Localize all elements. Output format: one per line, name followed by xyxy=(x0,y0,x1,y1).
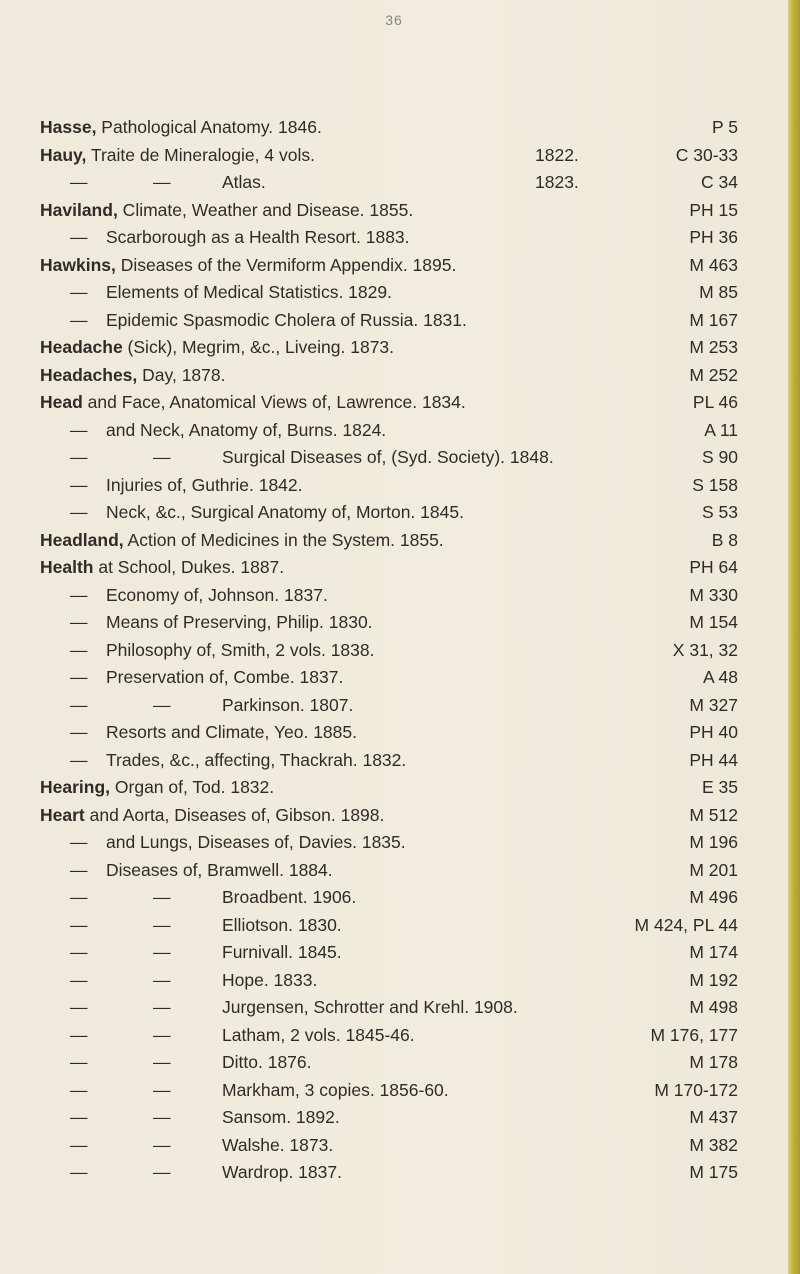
shelf-reference: S 158 xyxy=(692,474,738,495)
entry-title xyxy=(222,1104,340,1132)
entry-title xyxy=(40,554,284,582)
entry-title xyxy=(106,609,373,637)
ditto-dash: — xyxy=(153,694,171,715)
entry-text: Action of Medicines in the System. 1855. xyxy=(123,529,444,550)
entry-text: and Lungs, Diseases of, Davies. 1835. xyxy=(106,832,406,852)
entry-text: (Sick), Megrim, &c., Liveing. 1873. xyxy=(122,337,395,357)
catalogue-entry xyxy=(0,939,788,967)
entry-title xyxy=(40,362,225,390)
shelf-reference: M 498 xyxy=(689,997,738,1017)
ditto-dash: — xyxy=(70,749,88,770)
entry-text: Resorts and Climate, Yeo. 1885. xyxy=(106,722,357,742)
catalogue-entry xyxy=(0,829,788,857)
shelf-reference: S 53 xyxy=(702,502,738,522)
catalogue-entry xyxy=(0,1104,788,1132)
ditto-dash: — xyxy=(153,447,171,467)
entry-title xyxy=(222,692,353,720)
entry-title xyxy=(222,884,356,912)
entry-title xyxy=(40,389,466,417)
entry-title xyxy=(106,279,392,307)
entry-title xyxy=(106,664,343,692)
shelf-reference: M 382 xyxy=(689,1134,738,1155)
shelf-reference: E 35 xyxy=(702,777,738,797)
shelf-reference: M 330 xyxy=(689,584,738,605)
entry-text: at School, Dukes. 1887. xyxy=(93,557,285,577)
entry-title xyxy=(106,582,328,610)
entry-text: Traite de Mineralogie, 4 vols. xyxy=(86,144,315,165)
ditto-dash: — xyxy=(153,942,171,962)
entry-title xyxy=(106,829,406,857)
catalogue-entry xyxy=(0,114,788,142)
entry-title xyxy=(106,637,374,665)
ditto-dash: — xyxy=(153,1162,171,1182)
ditto-dash: — xyxy=(70,969,88,990)
shelf-reference: M 196 xyxy=(689,832,738,852)
entry-text: Neck, &c., Surgical Anatomy of, Morton. 1845. xyxy=(106,502,464,522)
catalogue-entry xyxy=(0,417,788,445)
catalogue-entry xyxy=(0,142,788,170)
entry-title xyxy=(222,1022,415,1050)
shelf-reference: PH 15 xyxy=(689,199,738,220)
entry-text: Pathological Anatomy. 1846. xyxy=(96,117,322,137)
entry-heading: Hauy, xyxy=(40,144,87,165)
ditto-dash: — xyxy=(70,309,88,330)
shelf-reference: P 5 xyxy=(712,117,738,137)
entry-heading: Heart xyxy=(40,804,85,825)
entry-text: Parkinson. 1807. xyxy=(222,694,354,715)
catalogue-entry xyxy=(0,389,788,417)
catalogue-entry xyxy=(0,169,788,197)
entry-heading: Haviland, xyxy=(40,199,118,220)
entry-title xyxy=(106,417,386,445)
shelf-reference: M 178 xyxy=(689,1052,738,1072)
ditto-dash: — xyxy=(153,969,171,990)
catalogue-entry xyxy=(0,637,788,665)
entry-text: Sansom. 1892. xyxy=(222,1107,340,1127)
ditto-dash: — xyxy=(153,1134,171,1155)
ditto-dash: — xyxy=(70,1052,88,1072)
entry-text: and Face, Anatomical Views of, Lawrence. 1834. xyxy=(82,392,466,412)
entry-text: Ditto. 1876. xyxy=(222,1052,312,1072)
shelf-reference: PL 46 xyxy=(692,392,738,412)
catalogue-entry xyxy=(0,334,788,362)
catalogue-entry xyxy=(0,802,788,830)
shelf-reference: M 496 xyxy=(689,887,738,907)
catalogue-entry xyxy=(0,1049,788,1077)
shelf-reference: M 512 xyxy=(689,804,738,825)
entry-text: Walshe. 1873. xyxy=(222,1134,334,1155)
ditto-dash: — xyxy=(70,282,88,302)
shelf-reference: M 463 xyxy=(689,254,738,275)
ditto-dash: — xyxy=(70,612,88,632)
ditto-dash: — xyxy=(153,1024,171,1045)
shelf-reference: M 201 xyxy=(689,859,738,880)
entry-text: Latham, 2 vols. 1845-46. xyxy=(222,1024,415,1045)
page-edge xyxy=(788,0,800,1274)
catalogue-entry xyxy=(0,1132,788,1160)
shelf-reference: PH 64 xyxy=(689,557,738,577)
shelf-reference: A 11 xyxy=(704,419,738,440)
catalogue-entry xyxy=(0,499,788,527)
entry-text: Atlas. xyxy=(222,172,266,192)
entry-title xyxy=(222,939,342,967)
entry-title xyxy=(106,857,333,885)
shelf-reference: C 34 xyxy=(701,172,738,192)
ditto-dash: — xyxy=(70,172,88,192)
catalogue-entry xyxy=(0,279,788,307)
entry-text: Trades, &c., affecting, Thackrah. 1832. xyxy=(106,749,407,770)
shelf-reference: M 176, 177 xyxy=(650,1024,738,1045)
ditto-dash: — xyxy=(153,914,171,935)
entry-text: Hope. 1833. xyxy=(222,969,318,990)
entry-text: Injuries of, Guthrie. 1842. xyxy=(106,474,303,495)
ditto-dash: — xyxy=(70,667,88,687)
entry-text: and Aorta, Diseases of, Gibson. 1898. xyxy=(84,804,385,825)
shelf-reference: M 175 xyxy=(689,1162,738,1182)
catalogue-entry xyxy=(0,609,788,637)
entry-title xyxy=(106,307,467,335)
entry-text: Furnivall. 1845. xyxy=(222,942,342,962)
ditto-dash: — xyxy=(70,859,88,880)
entry-title xyxy=(222,1132,333,1160)
shelf-reference: M 327 xyxy=(689,694,738,715)
entry-title xyxy=(222,1049,312,1077)
shelf-reference: A 48 xyxy=(702,667,738,687)
catalogue-entry xyxy=(0,1022,788,1050)
ditto-dash: — xyxy=(153,172,171,192)
ditto-dash: — xyxy=(153,887,171,907)
ditto-dash: — xyxy=(70,722,88,742)
shelf-reference: S 90 xyxy=(702,447,738,467)
ditto-dash: — xyxy=(153,1052,171,1072)
entry-text: Diseases of, Bramwell. 1884. xyxy=(106,859,333,880)
shelf-reference: PH 36 xyxy=(689,227,738,247)
entry-year: 1823. xyxy=(535,172,579,192)
ditto-dash: — xyxy=(70,1079,88,1100)
entry-title xyxy=(106,499,464,527)
ditto-dash: — xyxy=(70,914,88,935)
ditto-dash: — xyxy=(70,419,88,440)
entry-title xyxy=(40,774,274,802)
shelf-reference: M 253 xyxy=(689,337,738,357)
entry-text: and Neck, Anatomy of, Burns. 1824. xyxy=(106,419,387,440)
entry-text: Diseases of the Vermiform Appendix. 1895. xyxy=(115,254,457,275)
ditto-dash: — xyxy=(70,942,88,962)
entry-title xyxy=(106,719,357,747)
shelf-reference: PH 44 xyxy=(689,749,738,770)
ditto-dash: — xyxy=(70,997,88,1017)
ditto-dash: — xyxy=(70,447,88,467)
entry-text: Scarborough as a Health Resort. 1883. xyxy=(106,227,410,247)
shelf-reference: PH 40 xyxy=(689,722,738,742)
ditto-dash: — xyxy=(70,227,88,247)
catalogue-entry xyxy=(0,774,788,802)
catalogue-entry xyxy=(0,719,788,747)
shelf-reference: M 437 xyxy=(689,1107,738,1127)
entry-heading: Hasse, xyxy=(40,117,97,137)
entry-heading: Head xyxy=(40,392,83,412)
ditto-dash: — xyxy=(70,832,88,852)
entry-title xyxy=(222,1077,449,1105)
ditto-dash: — xyxy=(70,584,88,605)
catalogue-entry xyxy=(0,857,788,885)
entry-text: Economy of, Johnson. 1837. xyxy=(106,584,328,605)
entry-title xyxy=(222,169,266,197)
entry-heading: Headache xyxy=(40,337,123,357)
ditto-dash: — xyxy=(70,1134,88,1155)
entry-heading: Hearing, xyxy=(40,777,111,797)
entry-text: Markham, 3 copies. 1856-60. xyxy=(222,1079,449,1100)
ditto-dash: — xyxy=(70,639,88,660)
entry-heading: Headaches, xyxy=(40,364,138,385)
entry-heading: Hawkins, xyxy=(40,254,116,275)
shelf-reference: M 424, PL 44 xyxy=(634,914,738,935)
catalogue-entry xyxy=(0,197,788,225)
entry-text: Philosophy of, Smith, 2 vols. 1838. xyxy=(106,639,375,660)
catalogue-entry xyxy=(0,1077,788,1105)
shelf-reference: M 85 xyxy=(699,282,738,302)
catalogue-entry xyxy=(0,554,788,582)
ditto-dash: — xyxy=(70,474,88,495)
entry-title xyxy=(222,967,317,995)
entry-title xyxy=(106,472,303,500)
catalogue-entry xyxy=(0,582,788,610)
catalogue-entry xyxy=(0,747,788,775)
entry-title xyxy=(40,334,394,362)
entry-title xyxy=(40,142,315,170)
catalogue-entry xyxy=(0,252,788,280)
ditto-dash: — xyxy=(70,1162,88,1182)
catalogue-entry xyxy=(0,994,788,1022)
entry-title xyxy=(222,994,518,1022)
entry-title xyxy=(40,802,384,830)
entry-text: Wardrop. 1837. xyxy=(222,1162,342,1182)
ditto-dash: — xyxy=(153,1107,171,1127)
ditto-dash: — xyxy=(70,1024,88,1045)
catalogue-entry xyxy=(0,1159,788,1187)
catalogue-entry xyxy=(0,307,788,335)
shelf-reference: M 154 xyxy=(689,612,738,632)
entry-title xyxy=(40,197,413,225)
entry-text: Elliotson. 1830. xyxy=(222,914,342,935)
entry-text: Organ of, Tod. 1832. xyxy=(110,777,275,797)
shelf-reference: X 31, 32 xyxy=(672,639,738,660)
entry-heading: Health xyxy=(40,557,94,577)
entry-list xyxy=(0,114,788,1187)
shelf-reference: M 167 xyxy=(689,309,738,330)
entry-title xyxy=(222,912,342,940)
entry-title xyxy=(40,252,456,280)
ditto-dash: — xyxy=(70,694,88,715)
entry-text: Surgical Diseases of, (Syd. Society). 1848. xyxy=(222,447,554,467)
catalogue-entry xyxy=(0,362,788,390)
shelf-reference: C 30-33 xyxy=(675,144,738,165)
catalogue-entry xyxy=(0,692,788,720)
catalogue-entry xyxy=(0,472,788,500)
entry-text: Preservation of, Combe. 1837. xyxy=(106,667,344,687)
entry-text: Day, 1878. xyxy=(137,364,226,385)
ditto-dash: — xyxy=(70,1107,88,1127)
shelf-reference: B 8 xyxy=(711,529,738,550)
entry-title xyxy=(106,747,406,775)
entry-text: Epidemic Spasmodic Cholera of Russia. 1831. xyxy=(106,309,467,330)
shelf-reference: M 192 xyxy=(689,969,738,990)
shelf-reference: M 252 xyxy=(689,364,738,385)
catalogue-entry xyxy=(0,664,788,692)
entry-text: Means of Preserving, Philip. 1830. xyxy=(106,612,373,632)
entry-heading: Headland, xyxy=(40,529,124,550)
catalogue-entry xyxy=(0,444,788,472)
catalogue-entry xyxy=(0,224,788,252)
catalogue-entry xyxy=(0,884,788,912)
entry-text: Broadbent. 1906. xyxy=(222,887,357,907)
entry-title xyxy=(40,114,322,142)
entry-title xyxy=(106,224,410,252)
shelf-reference: M 174 xyxy=(689,942,738,962)
ditto-dash: — xyxy=(153,1079,171,1100)
entry-title xyxy=(222,444,554,472)
catalogue-entry xyxy=(0,527,788,555)
catalogue-entry xyxy=(0,967,788,995)
shelf-reference: M 170-172 xyxy=(654,1079,738,1100)
ditto-dash: — xyxy=(70,887,88,907)
entry-year: 1822. xyxy=(535,144,579,165)
ditto-dash: — xyxy=(153,997,171,1017)
entry-title xyxy=(222,1159,342,1187)
entry-text: Elements of Medical Statistics. 1829. xyxy=(106,282,392,302)
ditto-dash: — xyxy=(70,502,88,522)
entry-text: Jurgensen, Schrotter and Krehl. 1908. xyxy=(222,997,518,1017)
catalogue-entry xyxy=(0,912,788,940)
page-number: 36 xyxy=(385,12,403,28)
entry-title xyxy=(40,527,444,555)
entry-text: Climate, Weather and Disease. 1855. xyxy=(117,199,414,220)
